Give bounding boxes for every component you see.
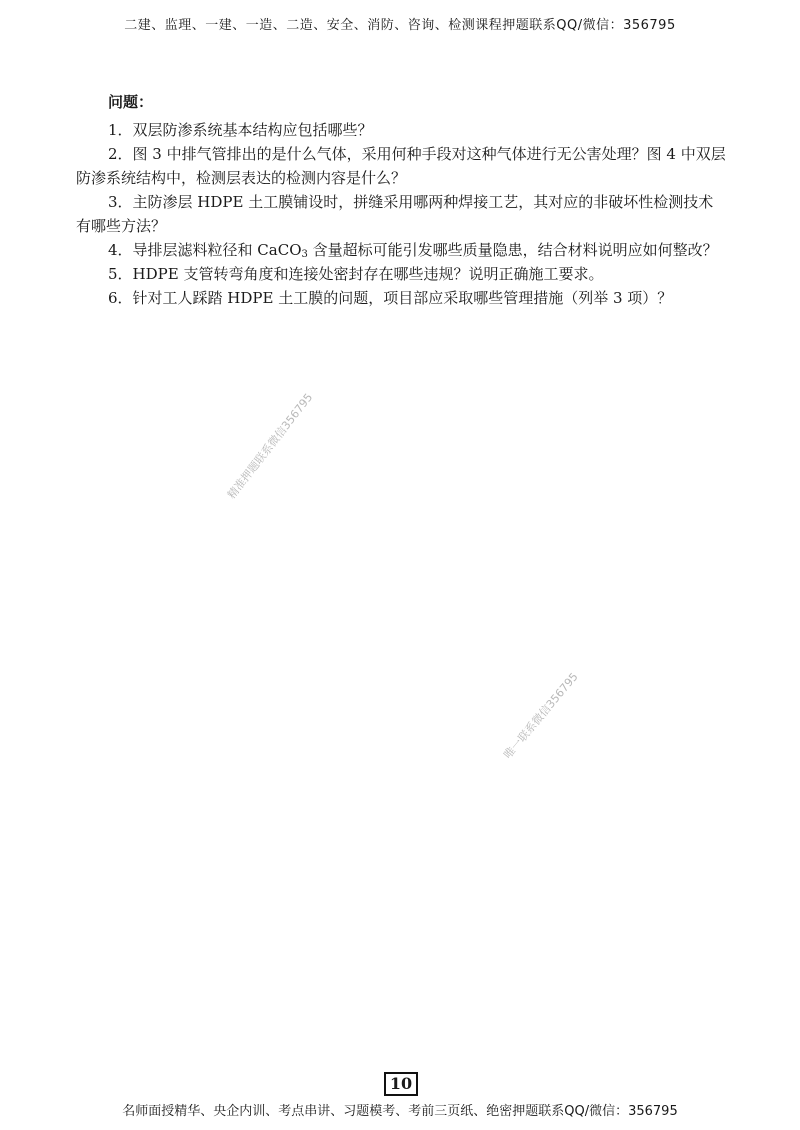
questions-section [76,90,726,310]
page-header: 二建、监理、一建、一造、二造、安全、消防、咨询、检测课程押题联系QQ/微信：356795 [124,18,676,33]
page-number: 10 [384,1072,418,1096]
question-4-text-start: 4．导排层滤料粒径和 CaCO [108,241,302,259]
question-1: 1．双层防渗系统基本结构应包括哪些？ [108,121,373,139]
question-4-text-end: 含量超标可能引发哪些质量隐患，结合材料说明应如何整改？ [307,241,718,259]
question-5: 5．HDPE 支管转弯角度和连接处密封存在哪些违规？说明正确施工要求。 [108,265,604,283]
watermark-1: 精准押题联系微信356795 [224,390,316,502]
question-4-subscript: 3 [301,249,308,260]
question-3: 3．主防渗层 HDPE 土工膜铺设时，拼缝采用哪两种焊接工艺，其对应的非破坏性检测技术有哪些方法？ [76,193,714,235]
question-6: 6．针对工人踩踏 HDPE 土工膜的问题，项目部应采取哪些管理措施（列举 3 项）？ [108,289,673,307]
question-4 [76,238,726,262]
watermark-2: 唯一联系微信356795 [501,670,581,762]
question-2: 2．图 3 中排气管排出的是什么气体，采用何种手段对这种气体进行无公害处理？图 4 中双层防渗系统结构中，检测层表达的检测内容是什么？ [76,145,726,187]
questions-heading: 问题： [108,93,154,111]
page-footer: 名师面授精华、央企内训、考点串讲、习题模考、考前三页纸、绝密押题联系QQ/微信：356795 [122,1104,678,1119]
